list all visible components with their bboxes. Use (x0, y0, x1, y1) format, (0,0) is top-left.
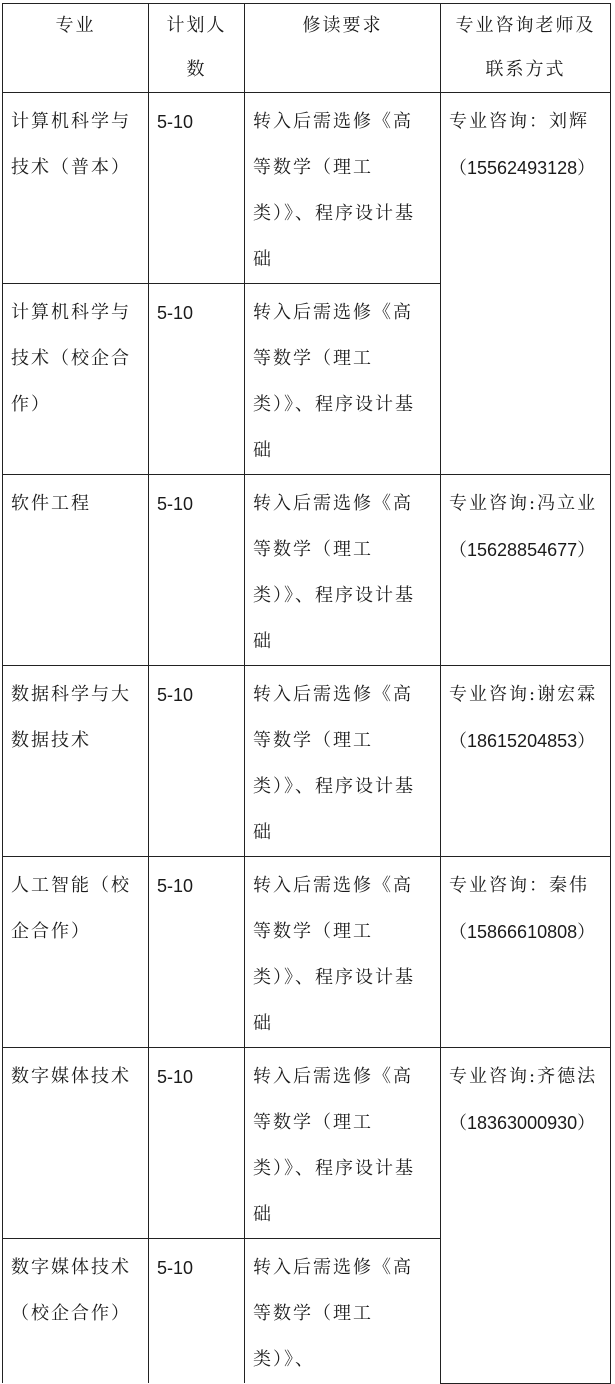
plan-count: 5-10 (149, 666, 245, 857)
major-name: 数据科学与大数据技术 (3, 666, 149, 857)
contact-cell (441, 475, 611, 666)
contact-cell (441, 1048, 611, 1384)
table-row (3, 475, 611, 666)
requirement-text: 转入后需选修《高等数学（理工类）》、程序设计基础 (245, 857, 441, 1048)
contact-label: 专业咨询：刘辉 (449, 111, 589, 132)
major-name: 数字媒体技术（校企合作） (3, 1239, 149, 1384)
plan-count: 5-10 (149, 93, 245, 284)
requirement-text: 转入后需选修《高等数学（理工类）》、程序设计基础 (245, 475, 441, 666)
contact-cell (441, 666, 611, 857)
table-row (3, 1048, 611, 1239)
contact-cell (441, 857, 611, 1048)
plan-count: 5-10 (149, 475, 245, 666)
major-name: 计算机科学与技术（校企合作） (3, 284, 149, 475)
plan-count: 5-10 (149, 1048, 245, 1239)
contact-label: 专业咨询:冯立业 (449, 493, 598, 514)
requirement-text: 转入后需选修《高等数学（理工类）》、程序设计基础 (245, 284, 441, 475)
contact-label: 专业咨询：秦伟 (449, 875, 589, 896)
major-name: 计算机科学与技术（普本） (3, 93, 149, 284)
table-header-row (3, 4, 611, 93)
plan-count: 5-10 (149, 284, 245, 475)
contact-phone: （15866610808） (449, 922, 596, 942)
table-row (3, 857, 611, 1048)
major-name: 人工智能（校企合作） (3, 857, 149, 1048)
header-contact: 专业咨询老师及联系方式 (441, 4, 611, 93)
table-row (3, 666, 611, 857)
requirement-text: 转入后需选修《高等数学（理工类）》、程序设计基础 (245, 93, 441, 284)
plan-count: 5-10 (149, 1239, 245, 1384)
contact-phone: （15562493128） (449, 158, 596, 178)
requirement-text: 转入后需选修《高等数学（理工类）》、程序设计基础 (245, 666, 441, 857)
transfer-major-table (2, 3, 611, 1384)
contact-label: 专业咨询:谢宏霖 (449, 684, 598, 705)
contact-cell (441, 93, 611, 475)
major-name: 数字媒体技术 (3, 1048, 149, 1239)
major-name: 软件工程 (3, 475, 149, 666)
header-plan: 计划人数 (149, 4, 245, 93)
requirement-text: 转入后需选修《高等数学（理工类）》、 (245, 1239, 441, 1384)
table-row (3, 93, 611, 284)
header-requirement: 修读要求 (245, 4, 441, 93)
contact-phone: （18615204853） (449, 731, 596, 751)
header-major: 专业 (3, 4, 149, 93)
contact-label: 专业咨询:齐德法 (449, 1066, 598, 1087)
requirement-text: 转入后需选修《高等数学（理工类）》、程序设计基础 (245, 1048, 441, 1239)
plan-count: 5-10 (149, 857, 245, 1048)
contact-phone: （15628854677） (449, 540, 596, 560)
contact-phone: （18363000930） (449, 1113, 596, 1133)
